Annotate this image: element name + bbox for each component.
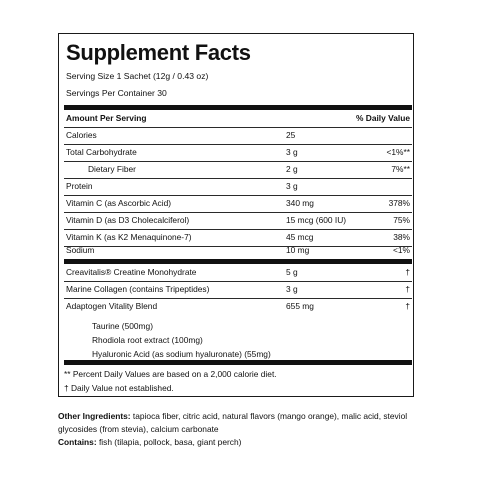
- nutrient-dv: 378%: [388, 198, 410, 208]
- nutrient-amount: 3 g: [286, 147, 298, 157]
- panel-title: Supplement Facts: [66, 40, 251, 65]
- nutrient-row: [64, 127, 412, 145]
- nutrient-amount: 340 mg: [286, 198, 314, 208]
- nutrient-amount: 15 mcg (600 IU): [286, 215, 347, 225]
- nutrient-amount: 10 mg: [286, 245, 310, 255]
- nutrient-label: Vitamin K (as K2 Menaquinone-7): [66, 232, 192, 242]
- other-ingredients-label: Other Ingredients:: [58, 411, 131, 421]
- thick-divider: [64, 360, 412, 365]
- nutrient-amount: 3 g: [286, 181, 298, 191]
- nutrient-label: Sodium: [66, 245, 95, 255]
- nutrient-label: Dietary Fiber: [88, 164, 136, 174]
- servings-per-container: Servings Per Container 30: [66, 88, 167, 98]
- nutrient-dv: <1%: [393, 245, 410, 255]
- nutrient-amount: 2 g: [286, 164, 298, 174]
- specialty-label: Adaptogen Vitality Blend: [66, 301, 158, 311]
- nutrient-amount: 45 mcg: [286, 232, 314, 242]
- specialty-dv: †: [405, 267, 410, 277]
- specialty-label: Marine Collagen (contains Tripeptides): [66, 284, 210, 294]
- allergen-statement: [58, 436, 430, 449]
- nutrient-label: Calories: [66, 130, 97, 140]
- nutrient-dv: 38%: [393, 232, 410, 242]
- daily-value-header: % Daily Value: [356, 113, 410, 123]
- nutrient-row: [64, 144, 412, 162]
- specialty-row: [64, 298, 412, 315]
- nutrient-dv: 75%: [393, 215, 410, 225]
- specialty-dv: †: [405, 301, 410, 311]
- contains-label: Contains:: [58, 437, 97, 447]
- footnote-dagger: † Daily Value not established.: [64, 383, 174, 393]
- nutrient-label: Vitamin C (as Ascorbic Acid): [66, 198, 172, 208]
- nutrient-dv: <1%**: [386, 147, 410, 157]
- nutrient-label: Protein: [66, 181, 93, 191]
- specialty-amount: 3 g: [286, 284, 298, 294]
- header-row: [64, 110, 412, 128]
- blend-ingredient: Rhodiola root extract (100mg): [92, 335, 203, 345]
- contains-text: fish (tilapia, pollock, basa, giant perch): [96, 437, 242, 447]
- amount-per-serving-header: Amount Per Serving: [66, 113, 147, 123]
- other-ingredients-text: tapioca fiber, citric acid, natural flavors (mango orange), malic acid, steviol glycosides (from stevia), calcium carbonate: [58, 411, 408, 434]
- specialty-dv: †: [405, 284, 410, 294]
- specialty-row: [64, 281, 412, 299]
- blend-ingredient: Hyaluronic Acid (as sodium hyaluronate) (55mg): [92, 349, 271, 359]
- nutrient-row: [64, 161, 412, 179]
- nutrient-label: Vitamin D (as D3 Cholecalciferol): [66, 215, 190, 225]
- specialty-row: [64, 264, 412, 282]
- specialty-amount: 5 g: [286, 267, 298, 277]
- blend-ingredient: Taurine (500mg): [92, 321, 153, 331]
- serving-size: Serving Size 1 Sachet (12g / 0.43 oz): [66, 71, 209, 81]
- nutrient-row: [64, 178, 412, 196]
- nutrient-dv: 7%**: [391, 164, 410, 174]
- nutrient-label: Total Carbohydrate: [66, 147, 137, 157]
- nutrient-row: [64, 242, 412, 259]
- nutrient-row: [64, 212, 412, 230]
- nutrient-row: [64, 195, 412, 213]
- specialty-label: Creavitalis® Creatine Monohydrate: [66, 267, 197, 277]
- nutrient-amount: 25: [286, 130, 296, 140]
- specialty-amount: 655 mg: [286, 301, 314, 311]
- footnote-dv: ** Percent Daily Values are based on a 2,000 calorie diet.: [64, 369, 277, 379]
- other-ingredients: [58, 410, 430, 435]
